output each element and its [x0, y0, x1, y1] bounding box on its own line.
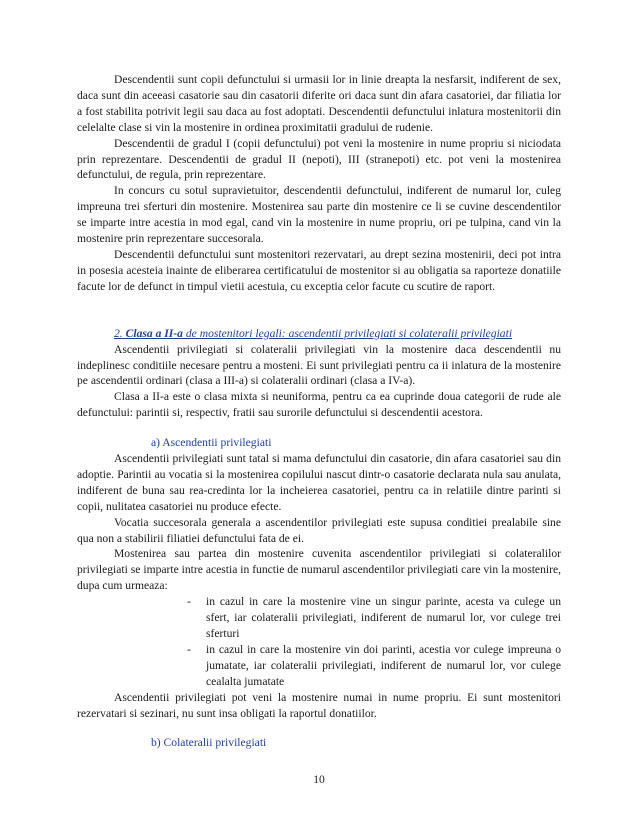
section-heading [77, 326, 561, 342]
list-item [77, 594, 561, 642]
paragraph: Descendentii sunt copii defunctului si urmasii lor in linie dreapta la nesfarsit, indiferent de sex, daca sunt din aceeasi casatorie sau din casatorii diferite ori daca sunt din afara casatoriei, dar filiatia lor a fost stabilita potrivit legii sau daca au fost adoptati. Descendentii defunctului inlatura mostenitorii din celelalte clase si vin la mostenire in ordinea proximitatii gradului de rudenie. [77, 73, 561, 134]
paragraph: Ascendentii privilegiati si colateralii privilegiati vin la mostenire daca descendentii nu indeplinesc conditiile necesare pentru a mosteni. Ei sunt privilegiati pentru ca ii inlatura de la mostenire pe ascendentii ordinari (clasa a III-a) si colateralii ordinari (clasa a IV-a). [77, 342, 561, 388]
list-item-text: in cazul in care la mostenire vine un singur parinte, acesta va culege un sfert, iar colateralii privilegiati, indiferent de numarul lor, vor culege trei sferturi [206, 595, 561, 640]
spacer [77, 721, 561, 735]
paragraph: Mostenirea sau partea din mostenire cuvenita ascendentilor privilegiati si colateralilor privilegiati se imparte intre acestia in functie de numarul ascendentilor privilegiati care vin la mostenire, dupa cum urmeaza: [77, 547, 561, 593]
subsection-heading: b) Colateralii privilegiati [151, 736, 267, 750]
document-body [77, 72, 561, 751]
spacer [77, 295, 561, 326]
paragraph: Descendentii defunctului sunt mostenitori rezervatari, au drept sezina mostenirii, deci pot intra in posesia acesteia inainte de eliberarea certificatului de mostenitor si au obligatia sa raporteze donatiile facute lor de defunct in timpul vietii acestuia, cu exceptia celor facute cu scutire de raport. [77, 247, 561, 293]
paragraph: Ascendentii privilegiati pot veni la mostenire numai in nume propriu. Ei sunt mostenitori rezervatari si sezinari, nu sunt insa obligati la raportul donatiilor. [77, 690, 561, 720]
spacer [77, 421, 561, 435]
page-number: 10 [313, 773, 325, 786]
paragraph: Descendentii de gradul I (copii defunctului) pot veni la mostenire in nume propriu si niciodata prin reprezentare. Descendentii de gradul II (nepoti), III (stranepoti) etc. pot veni la mostenirea defunctului, de regula, prin reprezentare. [77, 136, 561, 182]
subsection-heading: a) Ascendentii privilegiati [151, 436, 272, 450]
section-title-strong: Clasa a II-a [125, 326, 183, 340]
section-number: 2. [114, 326, 123, 340]
list-dash: - [187, 595, 191, 609]
paragraph: Ascendentii privilegiati sunt tatal si mama defunctului din casatorie, din afara casatoriei sau din adoptie. Parintii au vocatia si la mostenirea copilului nascut dintr-o casatorie declarata nula sau anulata, indiferent de buna sau rea-credinta lor la incheierea casatoriei, pentru ca in relatiile dintre parinti si copii, nulitatea casatoriei nu produce efecte. [77, 452, 561, 513]
paragraph: Vocatia succesorala generala a ascendentilor privilegiati este supusa conditiei prealabile sine qua non a stabilirii filiatiei defunctului fata de ei. [77, 515, 561, 545]
paragraph: In concurs cu sotul supravietuitor, descendentii defunctului, indiferent de numarul lor, culeg impreuna trei sferturi din mostenire. Mostenirea sau parte din mostenire ce li se cuvine descendentilor se imparte intre acestia in mod egal, cand vin la mostenire in nume propriu, ori pe tulpina, cand vin la mostenire prin reprezentare succesorala. [77, 184, 561, 246]
section-title-rest: de mostenitori legali: ascendentii privilegiati si colateralii privilegiati [182, 326, 513, 340]
paragraph: Clasa a II-a este o clasa mixta si neuniforma, pentru ca ea cuprinde doua categorii de rude ale defunctului: parintii si, respectiv, fratii sau surorile defunctului si descendentii acestora. [77, 390, 561, 420]
list-item [77, 642, 561, 690]
list-dash: - [187, 642, 191, 656]
list-item-text: in cazul in care la mostenire vin doi parinti, acestia vor culege impreuna o jumatate, iar colateralii privilegiati, indiferent de numarul lor, vor culege cealalta jumatate [206, 642, 561, 688]
